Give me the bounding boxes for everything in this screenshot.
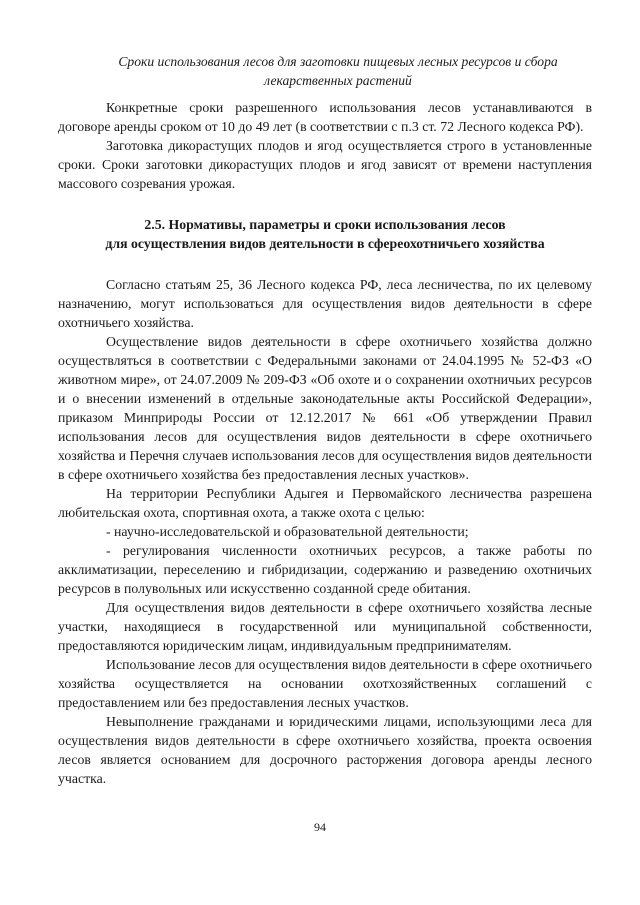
paragraph: Для осуществления видов деятельности в сфере охотничьего хозяйства лесные участки, находящиеся в государственной или муниципальной собственности, предоставляются юридическим лицам, индивидуальным предпринимателям. — [58, 600, 592, 653]
document-body — [58, 98, 592, 788]
page-number: 94 — [314, 820, 326, 834]
section-heading — [58, 215, 592, 253]
paragraph: Согласно статьям 25, 36 Лесного кодекса РФ, леса лесничества, по их целевому назначению, могут использоваться для осуществления видов деятельности в сфере охотничьего хозяйства. — [58, 277, 592, 330]
section-heading-line-1: 2.5. Нормативы, параметры и сроки использования лесов — [144, 217, 506, 232]
caption-line-2: лекарственных растений — [264, 73, 412, 88]
section-heading-line-2: для осуществления видов деятельности в сфереохотничьего хозяйства — [105, 236, 545, 251]
list-item: - регулирования численности охотничьих ресурсов, а также работы по акклиматизации, переселению и гибридизации, содержанию и разведению охотничьих ресурсов в полувольных или искусственно созданной среде обитания. — [58, 543, 592, 596]
running-caption — [78, 52, 598, 90]
caption-line-1: Сроки использования лесов для заготовки пищевых лесных ресурсов и сбора — [118, 54, 558, 69]
paragraph: Использование лесов для осуществления видов деятельности в сфере охотничьего хозяйства осуществляется на основании охотхозяйственных соглашений с предоставлением или без предоставления лесных участков. — [58, 657, 592, 710]
paragraph: Невыполнение гражданами и юридическими лицами, использующими леса для осуществления видов деятельности в сфере охотничьего хозяйства, проекта освоения лесов является основанием для досрочного расторжения договора аренды лесного участка. — [58, 714, 592, 786]
list-item: - научно-исследовательской и образовательной деятельности; — [106, 524, 469, 539]
paragraph: Конкретные сроки разрешенного использования лесов устанавливаются в договоре аренды сроком от 10 до 49 лет (в соответствии с п.3 ст. 72 Лесного кодекса РФ). — [58, 100, 592, 134]
paragraph: Осуществление видов деятельности в сфере охотничьего хозяйства должно осуществляться в соответствии с Федеральными законами от 24.04.1995 № 52-ФЗ «О животном мире», от 24.07.2009 № 209-ФЗ «Об охоте и о сохранении охотничьих ресурсов и о внесении изменений в отдельные законодательные акты Российской Федерации», приказом Минприроды России от 12.12.2017 № 661 «Об утверждении Правил использования лесов для осуществления видов деятельности в сфере охотничьего хозяйства и Перечня случаев использования лесов для осуществления видов деятельности в сфере охотничьего хозяйства без предоставления лесных участков». — [58, 334, 592, 482]
paragraph: Заготовка дикорастущих плодов и ягод осуществляется строго в установленные сроки. Сроки заготовки дикорастущих плодов и ягод зависят от времени наступления массового созревания урожая. — [58, 138, 592, 191]
paragraph: На территории Республики Адыгея и Первомайского лесничества разрешена любительская охота, спортивная охота, а также охота с целью: — [58, 486, 592, 520]
